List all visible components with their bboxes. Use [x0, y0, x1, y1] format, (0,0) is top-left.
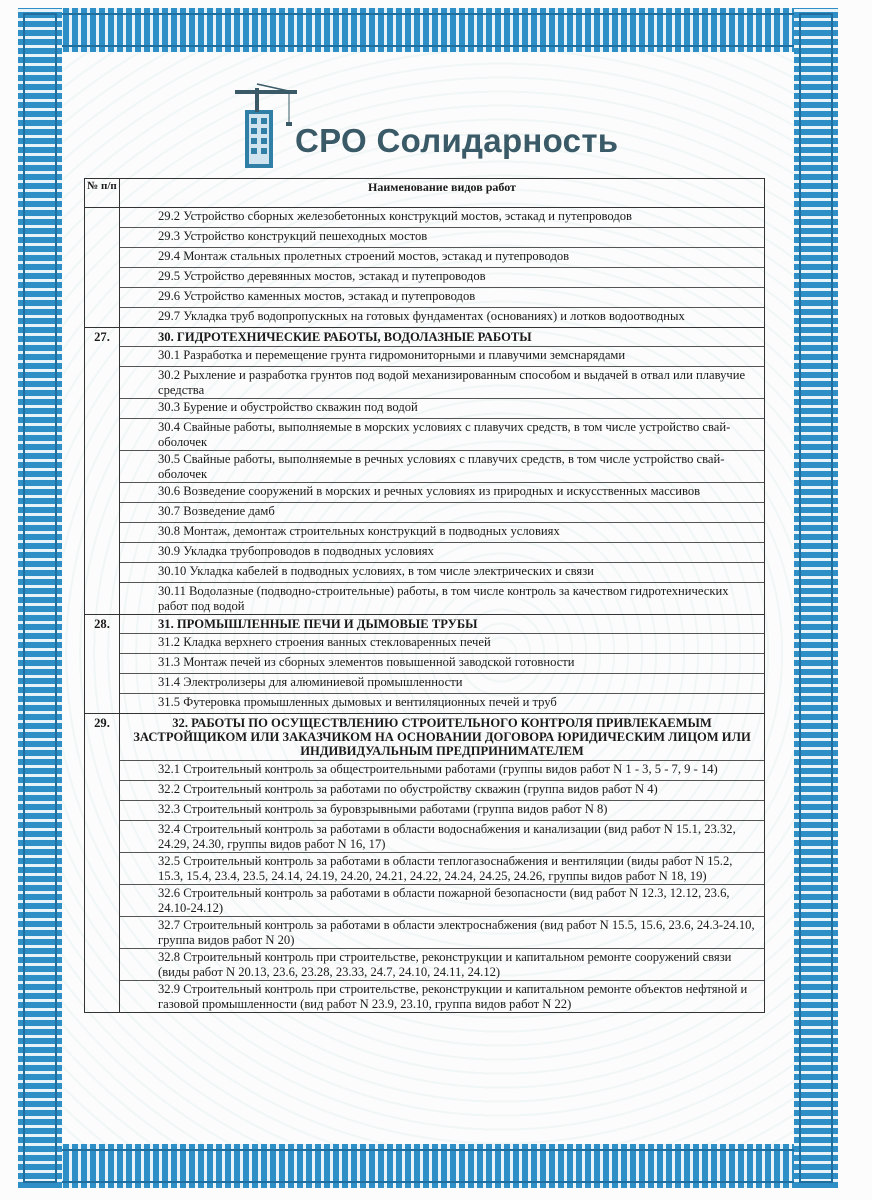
list-item: 32.3 Строительный контроль за буровзрывными работами (группа видов работ N 8): [158, 802, 608, 816]
list-item: 32.2 Строительный контроль за работами по обустройству скважин (группа видов работ N 4): [158, 782, 658, 796]
sro-logo: [235, 82, 619, 172]
list-item: 31.5 Футеровка промышленных дымовых и вентиляционных печей и труб: [158, 695, 557, 709]
row-number: [85, 208, 120, 328]
list-item: 30.5 Свайные работы, выполняемые в речных условиях с плавучих средств, в том числе устройство свай-оболочек: [158, 452, 725, 481]
list-item: 29.6 Устройство каменных мостов, эстакад и путепроводов: [158, 289, 476, 303]
list-item: 30.6 Возведение сооружений в морских и речных условиях из природных и искусственных массивов: [158, 484, 701, 498]
border-bottom: [18, 1144, 838, 1188]
border-left: [18, 8, 62, 1188]
table-row-continuation: [85, 208, 765, 328]
row-number: 27.: [85, 328, 120, 615]
table-row-section-27: [85, 328, 765, 615]
list-item: 31.4 Электролизеры для алюминиевой промышленности: [158, 675, 463, 689]
list-item: 30.9 Укладка трубопроводов в подводных условиях: [158, 544, 434, 558]
border-right: [794, 8, 838, 1188]
table-row-section-28: [85, 615, 765, 714]
section-title: 31. ПРОМЫШЛЕННЫЕ ПЕЧИ И ДЫМОВЫЕ ТРУБЫ: [158, 617, 478, 631]
list-item: 30.11 Водолазные (подводно-строительные) работы, в том числе контроль за качеством гидротехнических работ под водой: [158, 584, 729, 613]
row-cell: [120, 208, 765, 328]
table-row-section-29: [85, 714, 765, 1013]
list-item: 32.9 Строительный контроль при строительстве, реконструкции и капитальном ремонте объектов нефтяной и газовой промышленности (вид работ N 23.9, 23.10, группа видов работ N 22): [158, 982, 748, 1011]
list-item: 29.7 Укладка труб водопропускных на готовых фундаментах (основаниях) и лотков водоотводных: [158, 309, 685, 323]
list-item: 30.4 Свайные работы, выполняемые в морских условиях с плавучих средств, в том числе устройство свай-оболочек: [158, 420, 731, 449]
list-item: 32.8 Строительный контроль при строительстве, реконструкции и капитальном ремонте сооружений связи (виды работ N 20.13, 23.6, 23.28, 23.33, 24.7, 24.10, 24.11, 24.12): [158, 950, 732, 979]
logo-text: СРО Солидарность: [295, 122, 619, 159]
list-item: 30.3 Бурение и обустройство скважин под водой: [158, 400, 418, 414]
column-header-name: Наименование видов работ: [120, 179, 765, 208]
row-number: 28.: [85, 615, 120, 714]
list-item: 31.3 Монтаж печей из сборных элементов повышенной заводской готовности: [158, 655, 575, 669]
list-item: 32.7 Строительный контроль за работами в области электроснабжения (вид работ N 15.5, 15.6, 23.6, 24.3-24.10, группа видов работ N 20): [158, 918, 755, 947]
list-item: 32.6 Строительный контроль за работами в области пожарной безопасности (вид работ N 12.3, 12.12, 23.6, 24.10-24.12): [158, 886, 730, 915]
list-item: 30.8 Монтаж, демонтаж строительных конструкций в подводных условиях: [158, 524, 560, 538]
list-item: 29.4 Монтаж стальных пролетных строений мостов, эстакад и путепроводов: [158, 249, 570, 263]
list-item: 32.1 Строительный контроль за общестроительными работами (группы видов работ N 1 - 3, 5 - 7, 9 - 14): [158, 762, 718, 776]
works-table: [84, 178, 765, 1013]
list-item: 30.7 Возведение дамб: [158, 504, 275, 518]
row-cell: [120, 615, 765, 714]
border-top: [18, 8, 838, 52]
list-item: 32.5 Строительный контроль за работами в области теплогазоснабжения и вентиляции (виды работ N 15.2, 15.3, 15.4, 23.4, 23.5, 24.14, 24.19, 24.20, 24.21, 24.22, 24.24, 24.25, 24.26, группы видов работ N 18, 19): [158, 854, 733, 883]
list-item: 29.3 Устройство конструкций пешеходных мостов: [158, 229, 428, 243]
column-header-num: № п/п: [85, 179, 120, 208]
section-title: 32. РАБОТЫ ПО ОСУЩЕСТВЛЕНИЮ СТРОИТЕЛЬНОГО КОНТРОЛЯ ПРИВЛЕКАЕМЫМ ЗАСТРОЙЩИКОМ ИЛИ ЗАКАЗЧИКОМ НА ОСНОВАНИИ ДОГОВОРА ЮРИДИЧЕСКИМ ЛИЦОМ ИЛИ ИНДИВИДУАЛЬНЫМ ПРЕДПРИНИМАТЕЛЕМ: [133, 716, 751, 758]
section-title: 30. ГИДРОТЕХНИЧЕСКИЕ РАБОТЫ, ВОДОЛАЗНЫЕ РАБОТЫ: [158, 330, 532, 344]
row-cell: [120, 328, 765, 615]
row-cell: [120, 714, 765, 1013]
list-item: 30.1 Разработка и перемещение грунта гидромониторными и плавучими земснарядами: [158, 348, 626, 362]
list-item: 29.2 Устройство сборных железобетонных конструкций мостов, эстакад и путепроводов: [158, 209, 632, 223]
row-number: 29.: [85, 714, 120, 1013]
list-item: 29.5 Устройство деревянных мостов, эстакад и путепроводов: [158, 269, 486, 283]
list-item: 30.2 Рыхление и разработка грунтов под водой механизированным способом и выдачей в отвал или плавучие средства: [158, 368, 746, 397]
list-item: 30.10 Укладка кабелей в подводных условиях, в том числе электрических и связи: [158, 564, 594, 578]
list-item: 32.4 Строительный контроль за работами в области водоснабжения и канализации (вид работ N 15.1, 23.32, 24.29, 24.30, группы видов работ N 16, 17): [158, 822, 736, 851]
table-header-row: [85, 179, 765, 208]
list-item: 31.2 Кладка верхнего строения ванных стекловаренных печей: [158, 635, 491, 649]
